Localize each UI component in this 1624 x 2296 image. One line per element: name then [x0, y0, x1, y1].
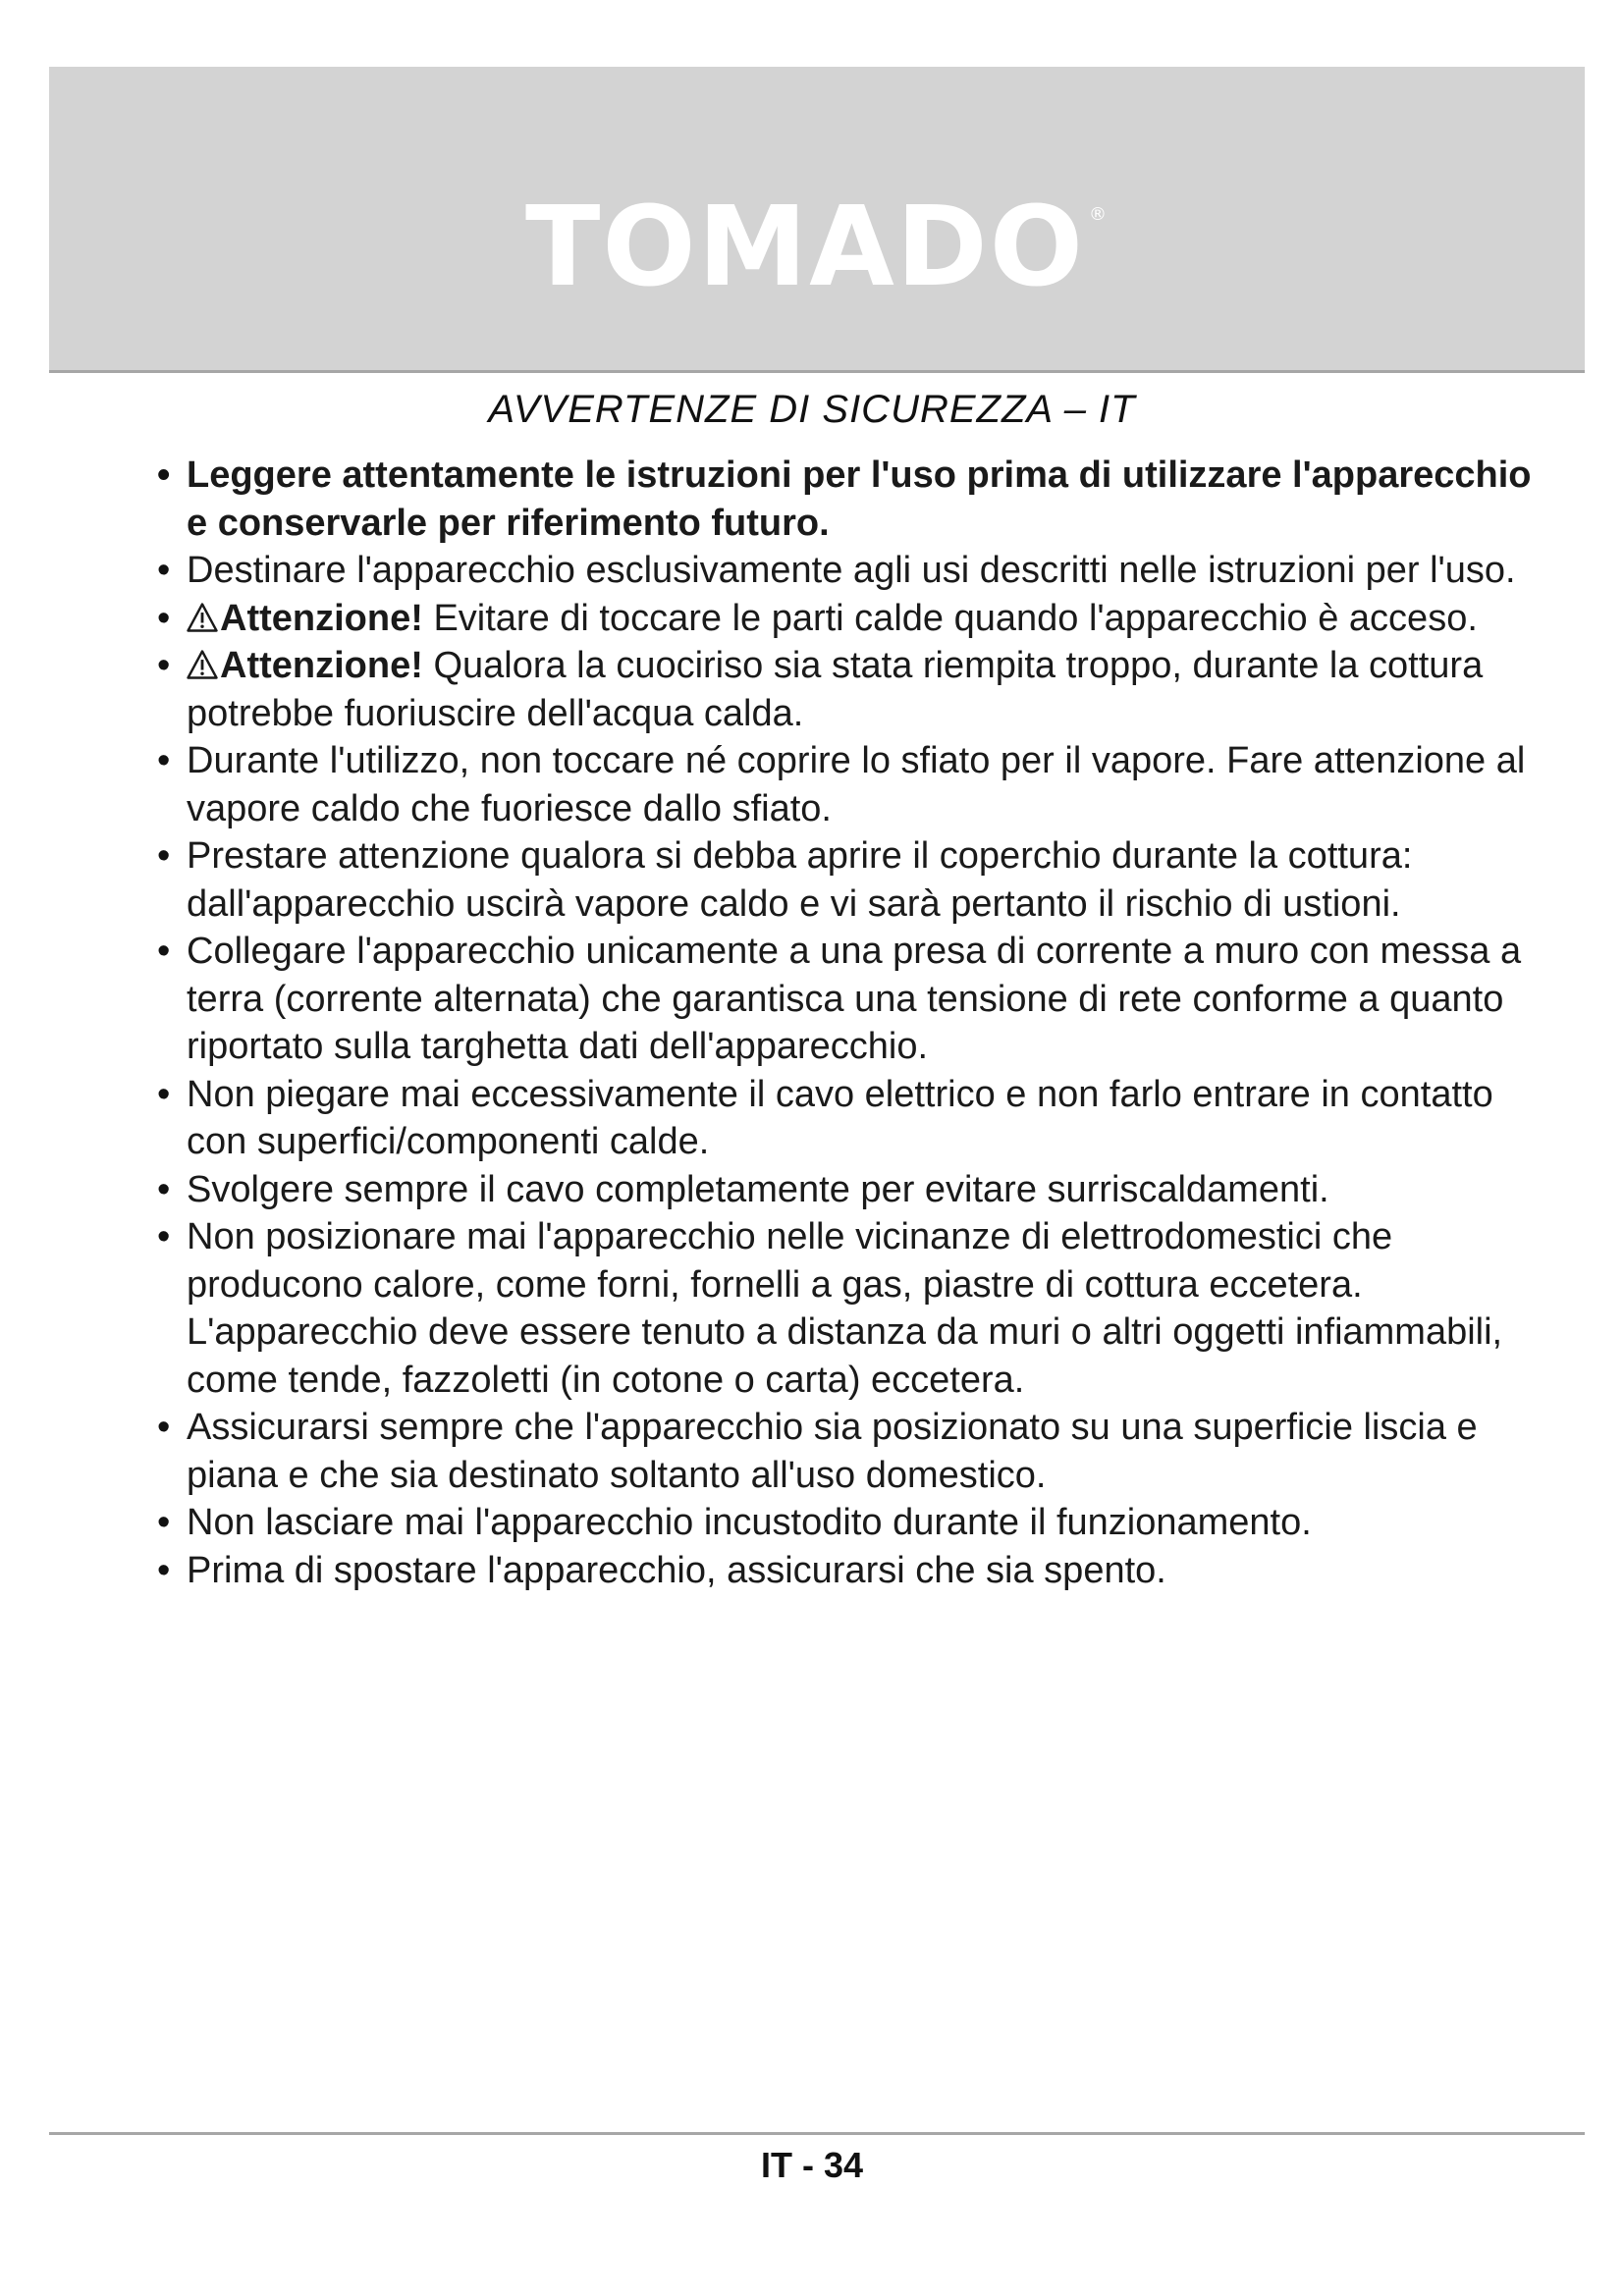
warning-item: • Assicurarsi sempre che l'apparecchio sia posizionato su una superficie liscia e piana e che sia destinato soltanto all'uso domestico.: [157, 1404, 1532, 1499]
warning-item: • Svolgere sempre il cavo completamente per evitare surriscaldamenti.: [157, 1166, 1532, 1214]
warning-label: Attenzione!: [220, 597, 423, 639]
warning-item: • Leggere attentamente le istruzioni per l'uso prima di utilizzare l'apparecchio e conservarle per riferimento futuro.: [157, 452, 1532, 547]
warning-text: Evitare di toccare le parti calde quando l'apparecchio è acceso.: [433, 597, 1478, 639]
warning-item: • Non piegare mai eccessivamente il cavo elettrico e non farlo entrare in contatto con superfici/componenti calde.: [157, 1071, 1532, 1166]
warning-label: Attenzione!: [220, 645, 423, 686]
warning-item: • Prestare attenzione qualora si debba aprire il coperchio durante la cottura: dall'apparecchio uscirà vapore caldo e vi sarà pertanto il rischio di ustioni.: [157, 832, 1532, 928]
brand-logo: [49, 184, 1585, 311]
warning-item: • Non lasciare mai l'apparecchio incustodito durante il funzionamento.: [157, 1499, 1532, 1547]
warning-text: Qualora la cuociriso sia stata riempita troppo, durante la cottura potrebbe fuoriuscire dell'acqua calda.: [187, 645, 1484, 734]
warning-item: [157, 595, 1532, 643]
footer-divider: [49, 2132, 1585, 2135]
header-band: [49, 67, 1585, 373]
brand-name: TOMADO: [525, 184, 1085, 311]
warning-item: • Destinare l'apparecchio esclusivamente agli usi descritti nelle istruzioni per l'uso.: [157, 547, 1532, 595]
warning-triangle-icon: [187, 650, 218, 679]
page-number: IT - 34: [760, 2145, 864, 2185]
safety-warnings-list: [157, 452, 1532, 1594]
warning-item: [157, 642, 1532, 737]
warning-triangle-icon: [187, 603, 218, 632]
warning-item: • Collegare l'apparecchio unicamente a una presa di corrente a muro con messa a terra (corrente alternata) che garantisca una tensione di rete conforme a quanto riportato sulla targhetta dati dell'apparecchio.: [157, 928, 1532, 1071]
warning-item: • Prima di spostare l'apparecchio, assicurarsi che sia spento.: [157, 1547, 1532, 1595]
warning-item: • Non posizionare mai l'apparecchio nelle vicinanze di elettrodomestici che producono calore, come forni, fornelli a gas, piastre di cottura eccetera. L'apparecchio deve essere tenuto a distanza da muri o altri oggetti infiammabili, come tende, fazzoletti (in cotone o carta) eccetera.: [157, 1213, 1532, 1404]
registered-mark: ®: [1088, 204, 1109, 225]
warning-item: • Durante l'utilizzo, non toccare né coprire lo sfiato per il vapore. Fare attenzione al vapore caldo che fuoriesce dallo sfiato.: [157, 737, 1532, 832]
section-title: AVVERTENZE DI SICUREZZA – IT: [488, 388, 1136, 431]
